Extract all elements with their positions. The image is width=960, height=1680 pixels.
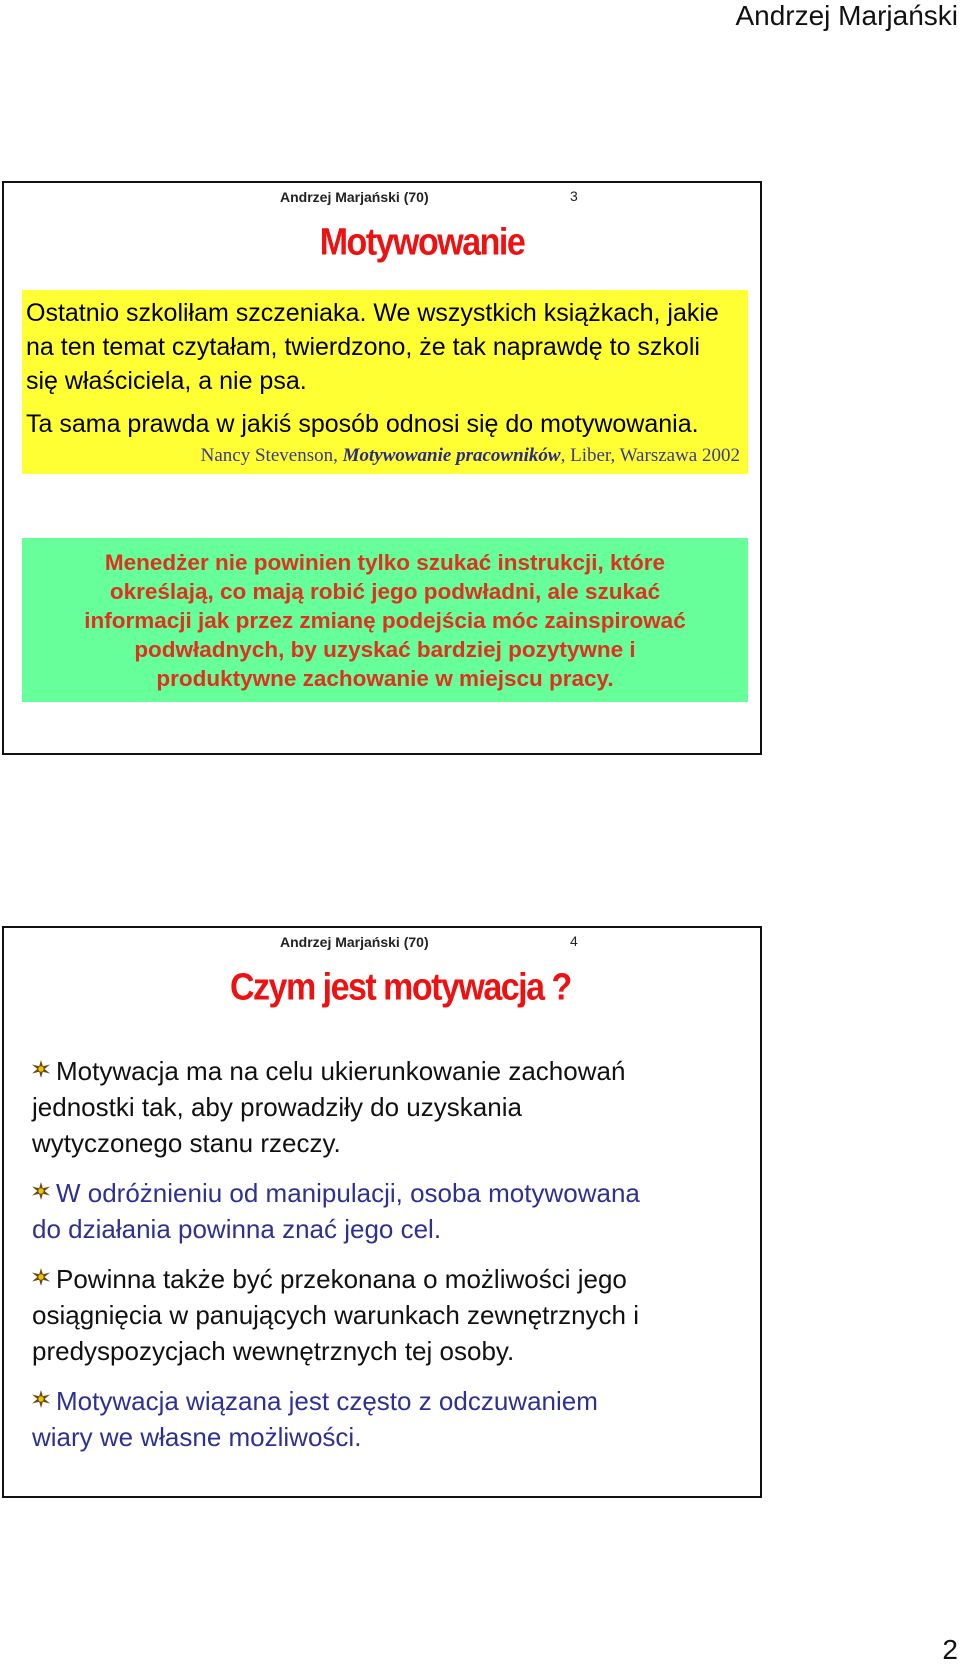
quote-line: na ten temat czytałam, twierdzono, że tak naprawdę to szkoli: [26, 333, 700, 361]
highlight-line: podwładnych, by uzyskać bardziej pozytywne i: [134, 637, 636, 662]
bullet-item: [32, 1053, 752, 1161]
highlight-line: informacji jak przez zmianę podejścia móc zainspirować: [84, 608, 686, 633]
quote-source: [201, 445, 740, 467]
quote-source-rest: , Liber, Warszawa 2002: [560, 445, 740, 466]
bullet-item: [32, 1261, 752, 1369]
star-bullet-icon: [32, 1390, 50, 1408]
highlight-line: Menedżer nie powinien tylko szukać instrukcji, które: [104, 550, 666, 575]
bullet-list: [32, 1053, 752, 1469]
highlight-line: określają, co mają robić jego podwładni, ale szukać: [109, 579, 661, 604]
slide-3: [2, 181, 762, 755]
bullet-line: Motywacja ma na celu ukierunkowanie zachowań: [32, 1053, 752, 1089]
bullet-line: wiary we własne możliwości.: [32, 1422, 362, 1452]
page-number: 2: [942, 1634, 958, 1665]
slide-title: Motywowanie: [319, 221, 525, 264]
bullet-line: predyspozycjach wewnętrznych tej osoby.: [32, 1336, 515, 1366]
bullet-line: osiągnięcia w panujących warunkach zewnętrznych i: [32, 1300, 639, 1330]
highlight-box: [22, 538, 748, 702]
bullet-line: W odróżnieniu od manipulacji, osoba motywowana: [32, 1175, 752, 1211]
bullet-line: wytyczonego stanu rzeczy.: [32, 1128, 341, 1158]
bullet-line: Motywacja wiązana jest często z odczuwaniem: [32, 1383, 752, 1419]
bullet-item: [32, 1383, 752, 1455]
quote-source-work: Motywowanie pracowników: [342, 445, 561, 466]
slide-author: Andrzej Marjański (70): [280, 934, 429, 950]
quote-line: Ostatnio szkoliłam szczeniaka. We wszystkich książkach, jakie: [26, 299, 719, 327]
star-bullet-icon: [32, 1182, 50, 1200]
quote-source-author: Nancy Stevenson,: [200, 445, 343, 466]
slide-number: 3: [570, 188, 578, 204]
page-header-author: Andrzej Marjański: [735, 0, 958, 31]
quote-line: Ta sama prawda w jakiś sposób odnosi się do motywowania.: [26, 410, 699, 438]
slide-author: Andrzej Marjański (70): [280, 189, 429, 205]
bullet-item: [32, 1175, 752, 1247]
quote-line: się właściciela, a nie psa.: [26, 367, 307, 395]
star-bullet-icon: [32, 1268, 50, 1286]
bullet-line: jednostki tak, aby prowadziły do uzyskania: [32, 1092, 522, 1122]
star-bullet-icon: [32, 1060, 50, 1078]
quote-box: [22, 290, 748, 474]
slide-4: [2, 926, 762, 1498]
slide-title: Czym jest motywacja ?: [230, 966, 571, 1009]
bullet-line: do działania powinna znać jego cel.: [32, 1214, 442, 1244]
slide-number: 4: [570, 933, 578, 949]
bullet-line: Powinna także być przekonana o możliwości jego: [32, 1261, 752, 1297]
highlight-line: produktywne zachowanie w miejscu pracy.: [156, 666, 614, 691]
